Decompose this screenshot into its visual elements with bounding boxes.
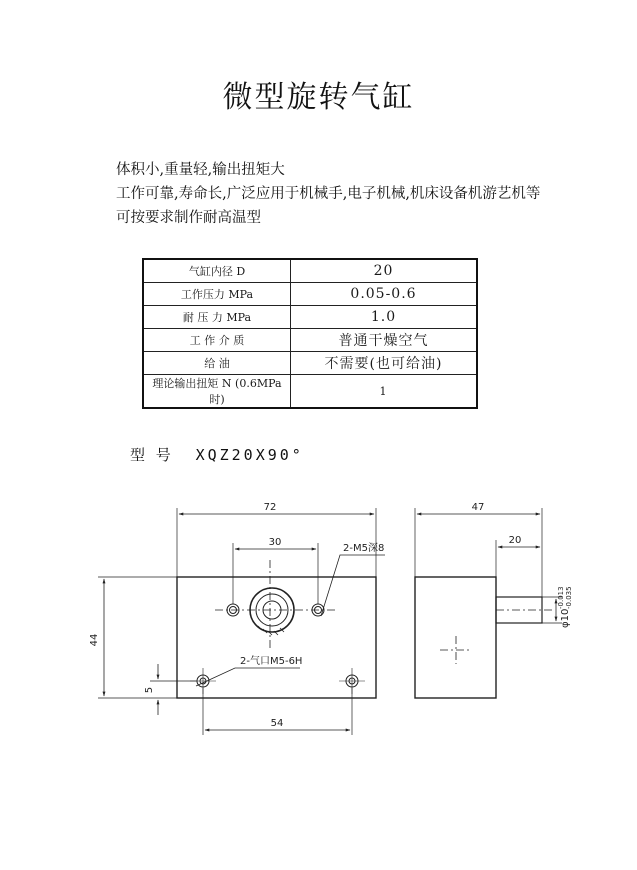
side-view-labels (472, 502, 573, 628)
table-row (143, 352, 477, 375)
spec-value: 1.0 (291, 306, 478, 329)
document-title: 微型旋转气缸 (222, 80, 415, 115)
technical-drawing (0, 490, 637, 750)
spec-value: 0.05-0.6 (291, 283, 478, 306)
tolerance-upper: -0.013 (557, 586, 565, 609)
dim-text-54: 54 (270, 718, 284, 729)
spec-label: 气缸内径 D (143, 259, 291, 283)
dim-text-30: 30 (268, 537, 282, 548)
dim-text-20: 20 (508, 535, 522, 546)
model-line (130, 444, 304, 465)
dim-text-47: 47 (471, 502, 485, 513)
model-number: XQZ20X90° (195, 446, 304, 464)
spec-value: 不需要(也可给油) (291, 352, 478, 375)
hole-note: 2-M5深8 (343, 543, 385, 554)
front-view (98, 508, 385, 735)
table-row (143, 283, 477, 306)
spec-value: 20 (291, 259, 478, 283)
table-row (143, 329, 477, 352)
dim-text-shaft-dia: φ10 (560, 608, 571, 628)
dim-text-5: 5 (144, 686, 155, 694)
intro-line: 体积小,重量轻,输出扭矩大 (116, 162, 285, 178)
spec-label: 工作压力 MPa (143, 283, 291, 306)
spec-table (142, 258, 478, 409)
leader-port-note (196, 668, 300, 686)
table-row (143, 306, 477, 329)
model-label: 型 号 (130, 446, 174, 464)
dim-text-44: 44 (89, 633, 100, 647)
spec-label: 工 作 介 质 (143, 329, 291, 352)
table-row (143, 375, 477, 409)
shaft-boss-outer (250, 588, 294, 632)
table-row (143, 259, 477, 283)
intro-line: 工作可靠,寿命长,广泛应用于机械手,电子机械,机床设备机游艺机等 (116, 186, 541, 202)
spec-value: 普通干燥空气 (291, 329, 478, 352)
tolerance-lower: -0.035 (565, 586, 573, 609)
port-note: 2-气口M5-6H (240, 656, 303, 667)
spec-label: 给 油 (143, 352, 291, 375)
intro-line: 可按要求制作耐高温型 (116, 210, 261, 226)
side-view (415, 508, 562, 698)
spec-label: 耐 压 力 MPa (143, 306, 291, 329)
side-body-outline (415, 577, 496, 698)
spec-value: 1 (291, 375, 478, 409)
front-view-labels (89, 502, 384, 729)
intro-text (116, 158, 576, 230)
dim-text-72: 72 (263, 502, 277, 513)
spec-label: 理论输出扭矩 N (0.6MPa时) (143, 375, 291, 409)
